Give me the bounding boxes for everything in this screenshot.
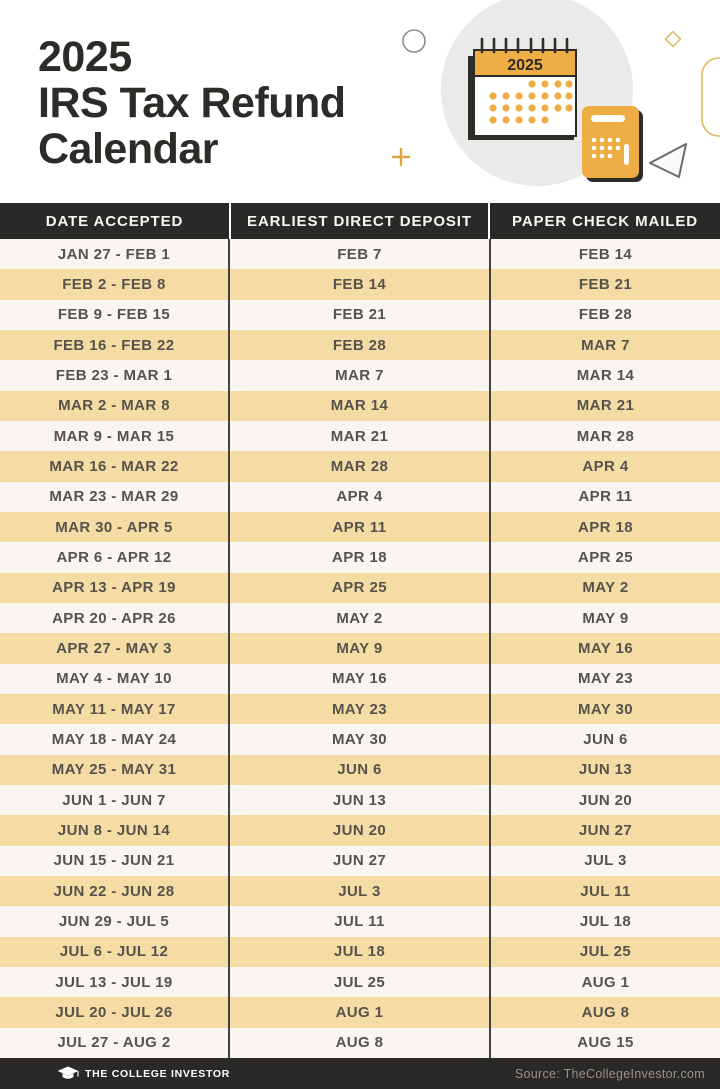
cell-earliest-direct-deposit: MAR 28 (230, 451, 491, 481)
cell-earliest-direct-deposit: AUG 8 (230, 1028, 491, 1058)
cell-date-accepted: MAR 16 - MAR 22 (0, 451, 230, 481)
table-row (0, 391, 720, 421)
cell-earliest-direct-deposit: JUL 18 (230, 937, 491, 967)
column-header-earliest-direct-deposit: EARLIEST DIRECT DEPOSIT (231, 203, 488, 239)
table-row (0, 997, 720, 1027)
table-row (0, 876, 720, 906)
cell-paper-check-mailed: JUL 25 (579, 943, 632, 961)
cell-paper-check-mailed: FEB 21 (578, 275, 633, 293)
cell-paper-check-mailed: MAY 2 (582, 579, 629, 597)
cell-date-accepted: MAR 2 - MAR 8 (0, 391, 230, 421)
cell-paper-check-mailed: JUN 27 (578, 821, 633, 839)
table-row (0, 906, 720, 936)
table-row (0, 603, 720, 633)
title-line-2: IRS Tax Refund (38, 79, 346, 127)
cell-earliest-direct-deposit: APR 4 (230, 482, 491, 512)
cell-date-accepted: APR 13 - APR 19 (0, 573, 230, 603)
cell-paper-check-mailed: JUL 11 (580, 882, 631, 900)
cell-earliest-direct-deposit: FEB 28 (230, 330, 491, 360)
cell-earliest-direct-deposit: MAY 16 (230, 664, 491, 694)
graduation-cap-icon (57, 1066, 79, 1082)
cell-earliest-direct-deposit: MAY 9 (230, 633, 491, 663)
table-row (0, 815, 720, 845)
table-body (0, 239, 720, 1058)
table-row (0, 785, 720, 815)
table-row (0, 846, 720, 876)
cell-date-accepted: JUN 22 - JUN 28 (0, 876, 230, 906)
cell-earliest-direct-deposit: MAR 7 (230, 360, 491, 390)
cell-earliest-direct-deposit: JUL 11 (230, 906, 491, 936)
table-row (0, 542, 720, 572)
cell-earliest-direct-deposit: JUL 25 (230, 967, 491, 997)
cell-paper-check-mailed: MAY 9 (582, 609, 629, 627)
cell-paper-check-mailed: AUG 1 (581, 973, 630, 991)
cell-earliest-direct-deposit: JUN 20 (230, 815, 491, 845)
cell-paper-check-mailed: MAR 14 (576, 366, 635, 384)
cell-paper-check-mailed: MAY 30 (578, 700, 633, 718)
plus-icon (393, 149, 409, 165)
cell-date-accepted: FEB 23 - MAR 1 (0, 360, 230, 390)
cell-paper-check-mailed: APR 11 (578, 488, 633, 506)
table-row (0, 664, 720, 694)
cell-date-accepted: MAR 30 - APR 5 (0, 512, 230, 542)
cell-date-accepted: FEB 16 - FEB 22 (0, 330, 230, 360)
cell-paper-check-mailed: FEB 28 (578, 306, 633, 324)
table-row (0, 239, 720, 269)
table-row (0, 330, 720, 360)
cell-paper-check-mailed: MAY 16 (578, 639, 633, 657)
table-row (0, 724, 720, 754)
table-row (0, 269, 720, 299)
table-row (0, 755, 720, 785)
footer-bar (0, 1058, 720, 1089)
cell-earliest-direct-deposit: MAY 23 (230, 694, 491, 724)
cell-earliest-direct-deposit: FEB 14 (230, 269, 491, 299)
table-row (0, 512, 720, 542)
cell-paper-check-mailed: MAY 23 (578, 670, 633, 688)
calculator-icon (582, 106, 643, 182)
source-credit: Source: TheCollegeInvestor.com (514, 1066, 705, 1081)
cell-earliest-direct-deposit: FEB 7 (230, 239, 491, 269)
title-line-3: Calendar (38, 125, 219, 173)
cell-earliest-direct-deposit: APR 11 (230, 512, 491, 542)
cell-paper-check-mailed: JUN 6 (583, 730, 628, 748)
rounded-rect-outline-icon (702, 58, 720, 136)
cell-paper-check-mailed: JUL 3 (584, 852, 627, 870)
brand-name: THE COLLEGE INVESTOR (85, 1067, 231, 1080)
cell-date-accepted: MAR 23 - MAR 29 (0, 482, 230, 512)
table-row (0, 967, 720, 997)
cell-date-accepted: JUL 13 - JUL 19 (0, 967, 230, 997)
cell-date-accepted: MAY 25 - MAY 31 (0, 755, 230, 785)
cell-date-accepted: JUL 20 - JUL 26 (0, 997, 230, 1027)
column-header-paper-check-mailed: PAPER CHECK MAILED (490, 203, 720, 239)
cell-earliest-direct-deposit: MAY 2 (230, 603, 491, 633)
table-row (0, 360, 720, 390)
table-row (0, 694, 720, 724)
cell-date-accepted: JUL 27 - AUG 2 (0, 1028, 230, 1058)
table-row (0, 451, 720, 481)
cell-paper-check-mailed: AUG 8 (581, 1003, 630, 1021)
cell-paper-check-mailed: AUG 15 (577, 1034, 634, 1052)
cell-paper-check-mailed: MAR 28 (576, 427, 635, 445)
page-title (38, 34, 346, 172)
cell-date-accepted: FEB 9 - FEB 15 (0, 300, 230, 330)
cell-earliest-direct-deposit: MAR 14 (230, 391, 491, 421)
table-row (0, 300, 720, 330)
cell-paper-check-mailed: FEB 14 (578, 245, 633, 263)
cell-date-accepted: JUN 1 - JUN 7 (0, 785, 230, 815)
cell-earliest-direct-deposit: MAY 30 (230, 724, 491, 754)
cell-date-accepted: JAN 27 - FEB 1 (0, 239, 230, 269)
brand-logo (57, 1066, 230, 1082)
cell-paper-check-mailed: MAR 7 (581, 336, 630, 354)
cell-earliest-direct-deposit: FEB 21 (230, 300, 491, 330)
table-row (0, 1028, 720, 1058)
cell-date-accepted: MAY 4 - MAY 10 (0, 664, 230, 694)
table-header-row (0, 203, 720, 239)
cell-earliest-direct-deposit: JUL 3 (230, 876, 491, 906)
cell-earliest-direct-deposit: APR 18 (230, 542, 491, 572)
table-row (0, 937, 720, 967)
cell-earliest-direct-deposit: AUG 1 (230, 997, 491, 1027)
table-row (0, 573, 720, 603)
title-line-1: 2025 (38, 33, 132, 81)
triangle-outline-icon (650, 144, 686, 177)
cell-date-accepted: APR 6 - APR 12 (0, 542, 230, 572)
cell-paper-check-mailed: APR 25 (578, 548, 633, 566)
diamond-outline-icon (666, 32, 681, 47)
calendar-year-label: 2025 (507, 57, 543, 74)
circle-outline-icon (403, 30, 425, 52)
cell-earliest-direct-deposit: JUN 13 (230, 785, 491, 815)
cell-date-accepted: MAY 11 - MAY 17 (0, 694, 230, 724)
cell-earliest-direct-deposit: JUN 6 (230, 755, 491, 785)
cell-earliest-direct-deposit: APR 25 (230, 573, 491, 603)
table-row (0, 482, 720, 512)
cell-paper-check-mailed: APR 18 (578, 518, 633, 536)
cell-date-accepted: APR 27 - MAY 3 (0, 633, 230, 663)
cell-date-accepted: JUN 15 - JUN 21 (0, 846, 230, 876)
cell-paper-check-mailed: APR 4 (582, 457, 629, 475)
cell-date-accepted: JUN 8 - JUN 14 (0, 815, 230, 845)
cell-earliest-direct-deposit: MAR 21 (230, 421, 491, 451)
cell-date-accepted: APR 20 - APR 26 (0, 603, 230, 633)
cell-date-accepted: MAY 18 - MAY 24 (0, 724, 230, 754)
cell-paper-check-mailed: JUN 13 (578, 761, 633, 779)
cell-date-accepted: MAR 9 - MAR 15 (0, 421, 230, 451)
cell-paper-check-mailed: MAR 21 (576, 397, 635, 415)
cell-date-accepted: JUN 29 - JUL 5 (0, 906, 230, 936)
table-row (0, 421, 720, 451)
hero-section (0, 0, 720, 203)
table-row (0, 633, 720, 663)
cell-paper-check-mailed: JUL 18 (579, 912, 632, 930)
cell-date-accepted: FEB 2 - FEB 8 (0, 269, 230, 299)
cell-earliest-direct-deposit: JUN 27 (230, 846, 491, 876)
column-header-date-accepted: DATE ACCEPTED (0, 203, 229, 239)
calendar-icon (468, 39, 576, 140)
cell-paper-check-mailed: JUN 20 (578, 791, 633, 809)
cell-date-accepted: JUL 6 - JUL 12 (0, 937, 230, 967)
